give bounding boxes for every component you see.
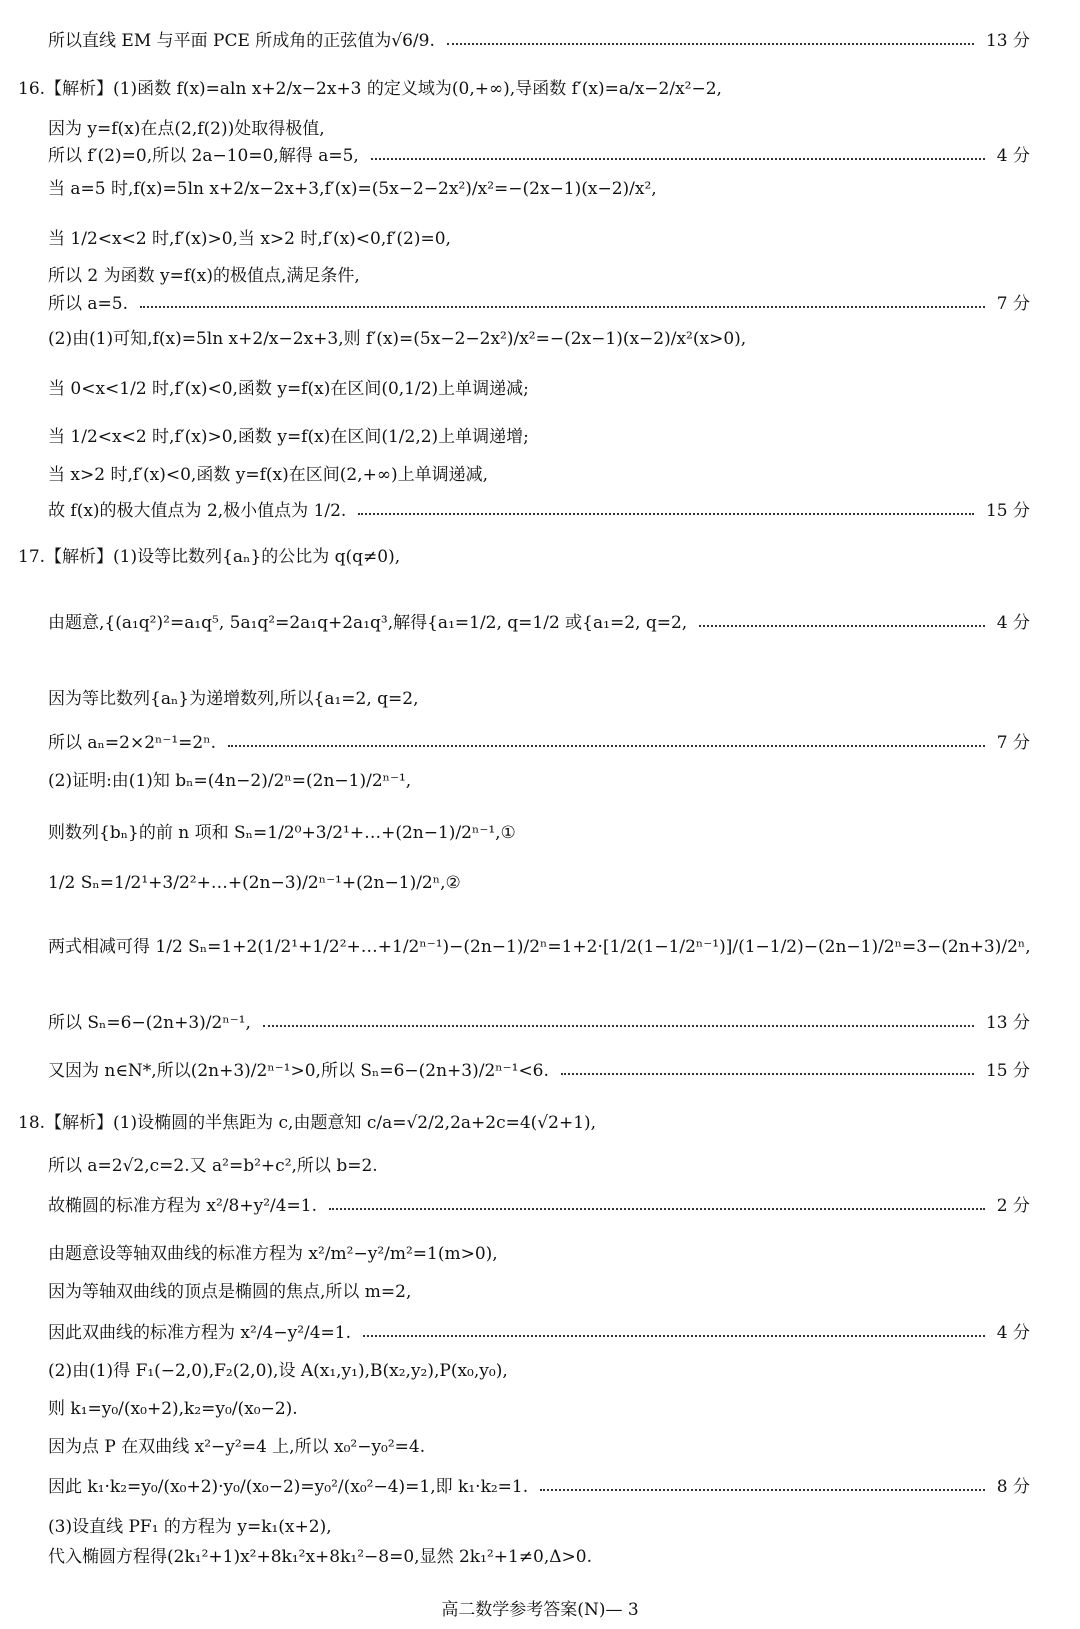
answer-line bbox=[48, 936, 1030, 958]
answer-line bbox=[48, 732, 1030, 754]
leader-dots bbox=[140, 306, 985, 308]
line-text: 所以直线 EM 与平面 PCE 所成角的正弦值为√6/9. bbox=[48, 31, 435, 51]
line-text: 因此 k₁·k₂=y₀/(x₀+2)·y₀/(x₀−2)=y₀²/(x₀²−4)=1,即 k₁·k₂=1. bbox=[48, 1477, 529, 1497]
line-text: 17.【解析】(1)设等比数列{aₙ}的公比为 q(q≠0), bbox=[18, 547, 401, 567]
answer-line bbox=[48, 1155, 1030, 1177]
answer-line bbox=[48, 612, 1030, 634]
leader-dots bbox=[540, 1489, 985, 1491]
line-text: 所以 aₙ=2×2ⁿ⁻¹=2ⁿ. bbox=[48, 733, 216, 753]
score-label: 15 分 bbox=[985, 501, 1030, 521]
answer-line bbox=[48, 145, 1030, 167]
line-text: 代入椭圆方程得(2k₁²+1)x²+8k₁²x+8k₁²−8=0,显然 2k₁²+1≠0,Δ>0. bbox=[48, 1547, 592, 1567]
line-text: (2)由(1)可知,f(x)=5ln x+2/x−2x+3,则 f′(x)=(5x−2−2x²)/x²=−(2x−1)(x−2)/x²(x>0), bbox=[48, 329, 747, 349]
line-text: 因为点 P 在双曲线 x²−y²=4 上,所以 x₀²−y₀²=4. bbox=[48, 1437, 426, 1457]
line-text: (2)证明:由(1)知 bₙ=(4n−2)/2ⁿ=(2n−1)/2ⁿ⁻¹, bbox=[48, 771, 412, 791]
leader-dots bbox=[561, 1073, 974, 1075]
score-label: 4 分 bbox=[996, 1323, 1030, 1343]
line-text: 当 x>2 时,f′(x)<0,函数 y=f(x)在区间(2,+∞)上单调递减, bbox=[48, 465, 489, 485]
answer-line bbox=[48, 1516, 1030, 1538]
answer-line bbox=[48, 426, 1030, 448]
answer-line bbox=[48, 464, 1030, 486]
line-text: 因为等轴双曲线的顶点是椭圆的焦点,所以 m=2, bbox=[48, 1282, 412, 1302]
leader-dots bbox=[371, 158, 985, 160]
score-label: 13 分 bbox=[985, 1013, 1030, 1033]
answer-line bbox=[48, 1012, 1030, 1034]
answer-line bbox=[18, 546, 1030, 568]
line-text: 因为等比数列{aₙ}为递增数列,所以{a₁=2, q=2, bbox=[48, 689, 419, 709]
line-text: 所以 a=2√2,c=2.又 a²=b²+c²,所以 b=2. bbox=[48, 1156, 378, 1176]
leader-dots bbox=[699, 625, 985, 627]
answer-line bbox=[48, 30, 1030, 52]
answer-line bbox=[48, 1436, 1030, 1458]
page-footer: 高二数学参考答案(N)— 3 bbox=[441, 1600, 639, 1620]
line-text: 因此双曲线的标准方程为 x²/4−y²/4=1. bbox=[48, 1323, 352, 1343]
line-text: 18.【解析】(1)设椭圆的半焦距为 c,由题意知 c/a=√2/2,2a+2c=4(√2+1), bbox=[18, 1113, 597, 1133]
score-label: 4 分 bbox=[996, 613, 1030, 633]
line-text: 两式相减可得 1/2 Sₙ=1+2(1/2¹+1/2²+…+1/2ⁿ⁻¹)−(2n−1)/2ⁿ=1+2·[1/2(1−1/2ⁿ⁻¹)]/(1−1/2)−(2n−1)/2ⁿ=3−(2n+3)/2ⁿ, bbox=[48, 937, 1031, 957]
answer-line bbox=[48, 1322, 1030, 1344]
answer-line bbox=[48, 688, 1030, 710]
answer-line bbox=[48, 1243, 1030, 1265]
line-text: 所以 a=5. bbox=[48, 294, 129, 314]
line-text: 所以 2 为函数 y=f(x)的极值点,满足条件, bbox=[48, 266, 360, 286]
leader-dots bbox=[363, 1335, 985, 1337]
leader-dots bbox=[329, 1208, 985, 1210]
line-text: 由题意设等轴双曲线的标准方程为 x²/m²−y²/m²=1(m>0), bbox=[48, 1244, 498, 1264]
leader-dots bbox=[358, 513, 974, 515]
answer-line bbox=[48, 1398, 1030, 1420]
leader-dots bbox=[228, 745, 985, 747]
line-text: 当 1/2<x<2 时,f′(x)>0,当 x>2 时,f′(x)<0,f′(2)=0, bbox=[48, 229, 451, 249]
score-label: 7 分 bbox=[996, 294, 1030, 314]
answer-line bbox=[48, 178, 1030, 200]
answer-line bbox=[48, 1476, 1030, 1498]
line-text: 当 a=5 时,f(x)=5ln x+2/x−2x+3,f′(x)=(5x−2−2x²)/x²=−(2x−1)(x−2)/x², bbox=[48, 179, 657, 199]
score-label: 4 分 bbox=[996, 146, 1030, 166]
line-text: 当 1/2<x<2 时,f′(x)>0,函数 y=f(x)在区间(1/2,2)上单调递增; bbox=[48, 427, 529, 447]
answer-line bbox=[48, 1195, 1030, 1217]
score-label: 13 分 bbox=[985, 31, 1030, 51]
leader-dots bbox=[263, 1025, 974, 1027]
line-text: (2)由(1)得 F₁(−2,0),F₂(2,0),设 A(x₁,y₁),B(x₂,y₂),P(x₀,y₀), bbox=[48, 1361, 508, 1381]
answer-line bbox=[48, 293, 1030, 315]
answer-line bbox=[18, 78, 1030, 100]
line-text: 16.【解析】(1)函数 f(x)=aln x+2/x−2x+3 的定义域为(0,+∞),导函数 f′(x)=a/x−2/x²−2, bbox=[18, 79, 722, 99]
answer-line bbox=[48, 118, 1030, 140]
answer-line bbox=[48, 1281, 1030, 1303]
line-text: 所以 Sₙ=6−(2n+3)/2ⁿ⁻¹, bbox=[48, 1013, 251, 1033]
answer-line bbox=[48, 822, 1030, 844]
line-text: 所以 f′(2)=0,所以 2a−10=0,解得 a=5, bbox=[48, 146, 359, 166]
line-text: 因为 y=f(x)在点(2,f(2))处取得极值, bbox=[48, 119, 325, 139]
line-text: 故 f(x)的极大值点为 2,极小值点为 1/2. bbox=[48, 501, 347, 521]
answer-line bbox=[48, 378, 1030, 400]
answer-line bbox=[48, 770, 1030, 792]
line-text: 则 k₁=y₀/(x₀+2),k₂=y₀/(x₀−2). bbox=[48, 1399, 298, 1419]
answer-line bbox=[48, 228, 1030, 250]
score-label: 7 分 bbox=[996, 733, 1030, 753]
score-label: 8 分 bbox=[996, 1477, 1030, 1497]
line-text: 则数列{bₙ}的前 n 项和 Sₙ=1/2⁰+3/2¹+…+(2n−1)/2ⁿ⁻¹,① bbox=[48, 823, 516, 843]
line-text: 故椭圆的标准方程为 x²/8+y²/4=1. bbox=[48, 1196, 318, 1216]
line-text: (3)设直线 PF₁ 的方程为 y=k₁(x+2), bbox=[48, 1517, 332, 1537]
leader-dots bbox=[447, 43, 974, 45]
answer-line bbox=[48, 1360, 1030, 1382]
answer-line bbox=[48, 1546, 1030, 1568]
line-text: 由题意,{(a₁q²)²=a₁q⁵, 5a₁q²=2a₁q+2a₁q³,解得{a₁=1/2, q=1/2 或{a₁=2, q=2, bbox=[48, 613, 688, 633]
answer-line bbox=[48, 265, 1030, 287]
line-text: 又因为 n∈N*,所以(2n+3)/2ⁿ⁻¹>0,所以 Sₙ=6−(2n+3)/2ⁿ⁻¹<6. bbox=[48, 1061, 549, 1081]
answer-line bbox=[18, 1112, 1030, 1134]
answer-line bbox=[48, 500, 1030, 522]
score-label: 2 分 bbox=[996, 1196, 1030, 1216]
answer-line bbox=[48, 1060, 1030, 1082]
answer-line bbox=[48, 328, 1030, 350]
answer-line bbox=[48, 872, 1030, 894]
score-label: 15 分 bbox=[985, 1061, 1030, 1081]
line-text: 1/2 Sₙ=1/2¹+3/2²+…+(2n−3)/2ⁿ⁻¹+(2n−1)/2ⁿ,② bbox=[48, 873, 461, 893]
line-text: 当 0<x<1/2 时,f′(x)<0,函数 y=f(x)在区间(0,1/2)上单调递减; bbox=[48, 379, 529, 399]
